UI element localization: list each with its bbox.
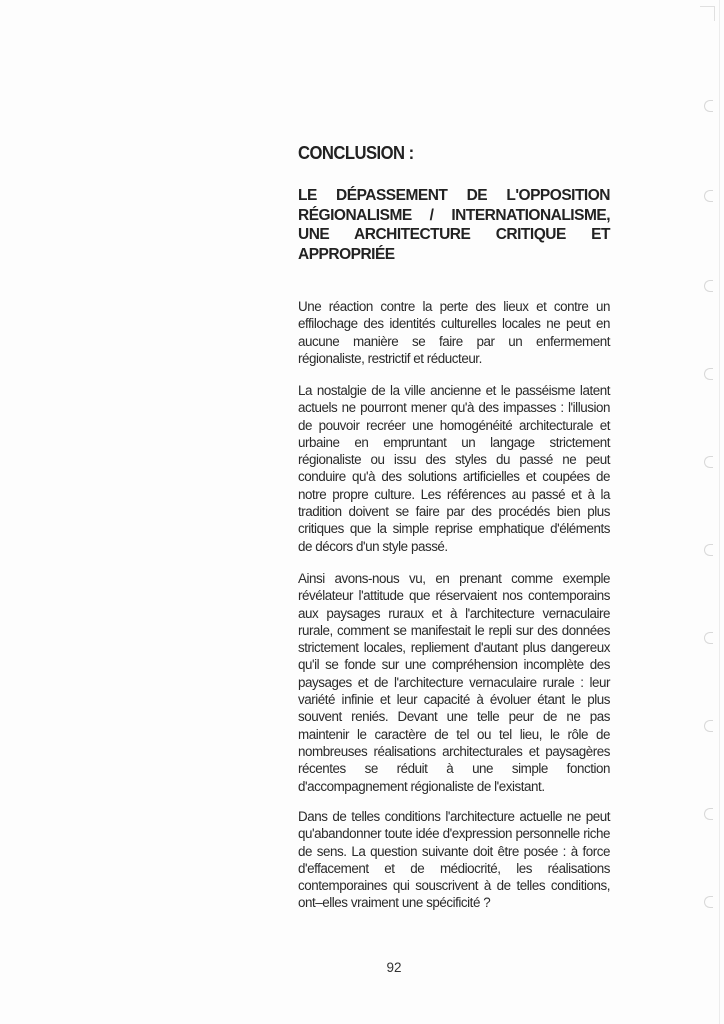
page-title: CONCLUSION : (298, 142, 414, 163)
binder-hole (704, 280, 713, 292)
binder-hole (704, 456, 713, 468)
corner-mark (700, 6, 715, 21)
paragraph: Dans de telles conditions l'architecture actuelle ne peut qu'abandonner toute idée d'expression personnelle riche de sens. La question suivante doit être posée : à force d'effacement et de médiocrité, les réalisations contemporaines qui souscrivent à de telles conditions, ont–elles vraiment une spécificité ? (298, 809, 610, 911)
paragraph: La nostalgie de la ville ancienne et le passéisme latent actuels ne pourront mener qu'à des impasses : l'illusion de pouvoir recréer une homogénéité architecturale et urbaine en empruntant un langage strictement régionaliste ou issu des styles du passé ne peut conduire qu'à des solutions artificielles et coupées de notre propre culture. Les références au passé et à la tradition doivent se faire par des procédés bien plus critiques que la simple reprise emphatique d'éléments de décors d'un style passé. (298, 383, 610, 554)
page-content (298, 142, 610, 911)
binder-hole (704, 720, 713, 732)
paragraph: Ainsi avons-nous vu, en prenant comme exemple révélateur l'attitude que réservaient nos contemporains aux paysages ruraux et à l'architecture vernaculaire rurale, comment se manifestait le repli sur des données strictement locales, repliement d'autant plus dangereux qu'il se fonde sur une compréhension incomplète des paysages et de l'architecture vernaculaire rurale : leur variété infinie et leur capacité à évoluer étant le plus souvent reniés. Devant une telle peur de ne pas maintenir le caractère de tel ou tel lieu, le rôle de nombreuses réalisations architecturales et paysagères récentes se réduit à une simple fonction d'accompagnement régionaliste de l'existant. (298, 571, 610, 794)
section-subtitle: LE DÉPASSEMENT DE L'OPPOSITION RÉGIONALISME / INTERNATIONALISME, UNE ARCHITECTURE CRITIQUE ET APPROPRIÉE (298, 187, 610, 263)
binder-hole (704, 632, 713, 644)
binder-hole (704, 190, 713, 202)
binder-hole (704, 808, 713, 820)
page-number: 92 (386, 960, 402, 975)
binder-hole (704, 896, 713, 908)
paragraph: Une réaction contre la perte des lieux et contre un effilochage des identités culturelles locales ne peut en aucune manière se faire par un enfermement régionaliste, restrictif et réducteur. (298, 299, 610, 366)
binder-hole (704, 368, 713, 380)
binder-hole (704, 100, 713, 112)
binder-hole (704, 544, 713, 556)
page-edge (719, 0, 720, 1024)
